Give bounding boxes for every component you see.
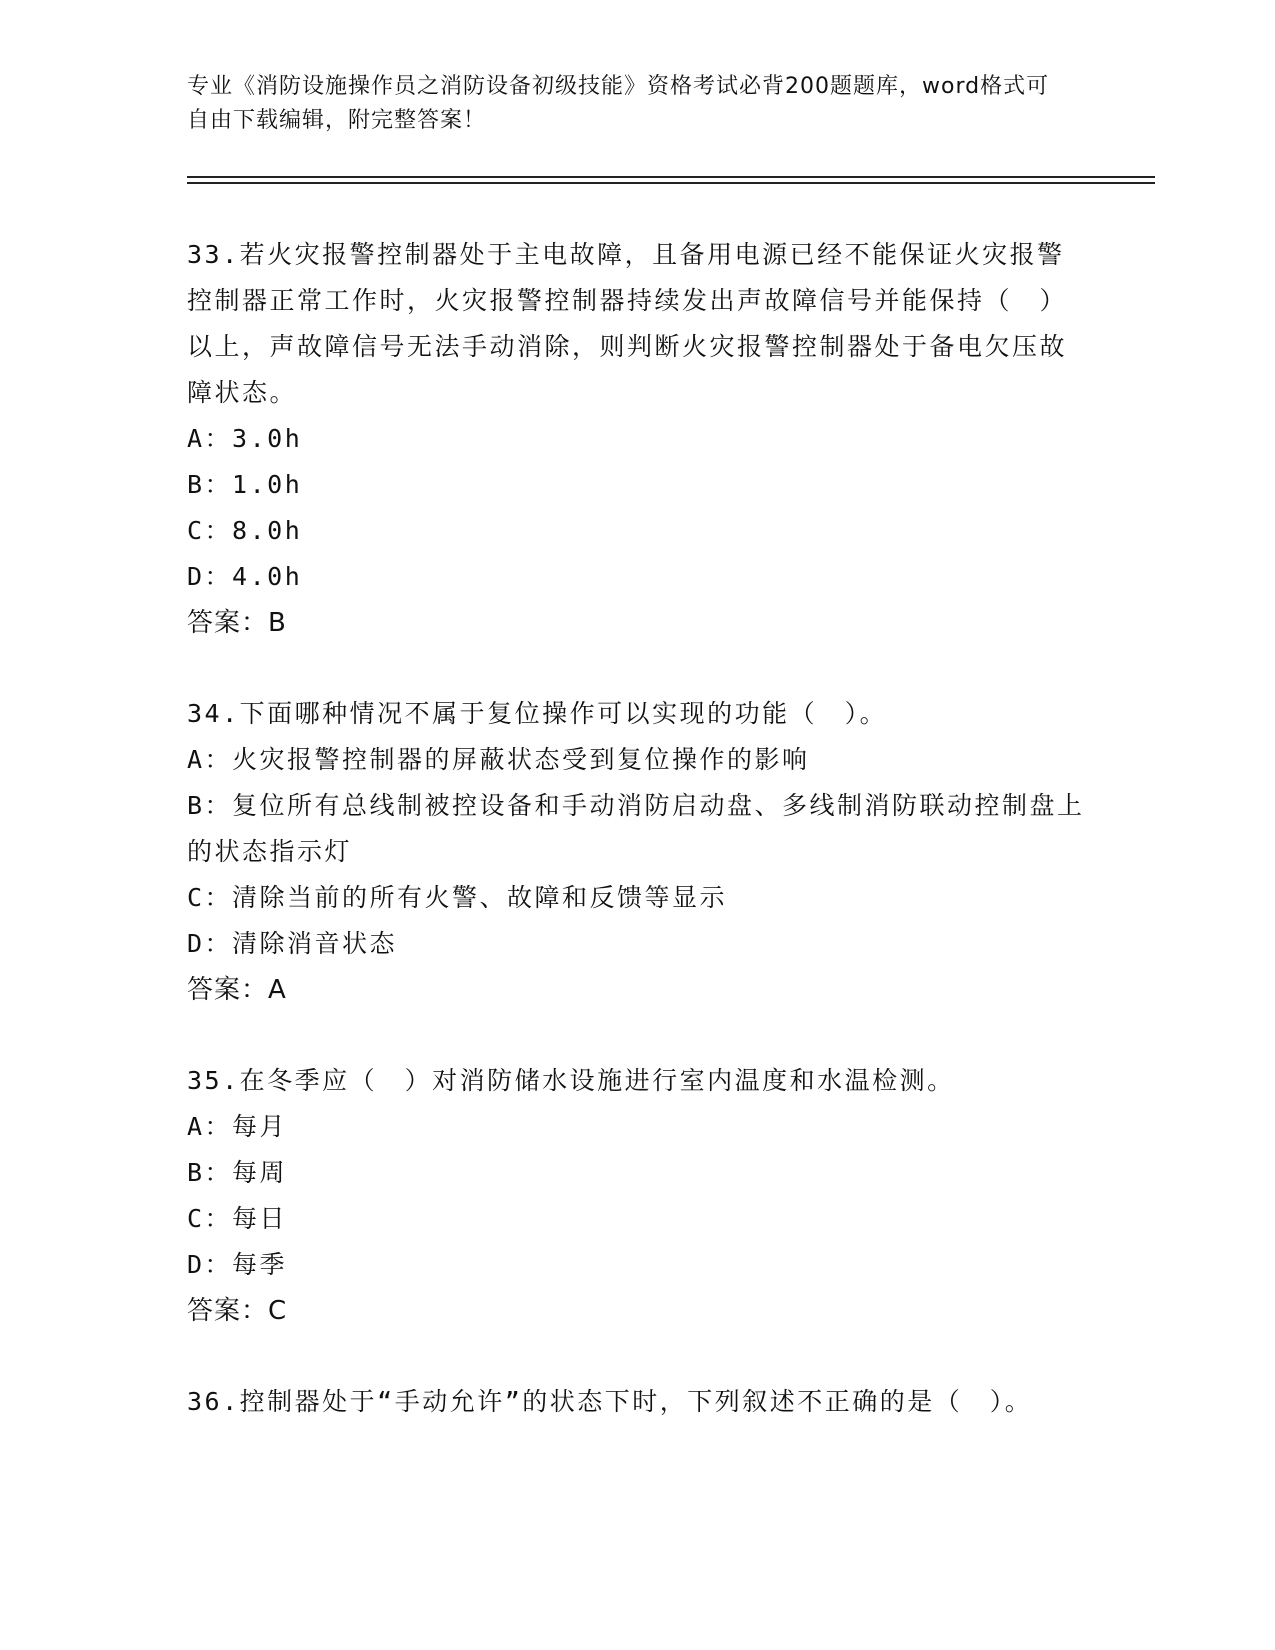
option-c: C：8.0h: [187, 516, 303, 545]
option-a: A：3.0h: [187, 424, 303, 453]
question-35: [187, 1058, 1087, 1334]
document-header: [187, 70, 1067, 138]
option-d: D：清除消音状态: [187, 929, 398, 958]
option-c: C：清除当前的所有火警、故障和反馈等显示: [187, 883, 728, 912]
option-c: C：每日: [187, 1204, 288, 1233]
option-a: A：每月: [187, 1112, 288, 1141]
question-stem: 34.下面哪种情况不属于复位操作可以实现的功能（ ）。: [187, 699, 888, 728]
answer-label: 答案：A: [187, 975, 287, 1005]
option-a: A：火灾报警控制器的屏蔽状态受到复位操作的影响: [187, 745, 810, 774]
question-stem: 33.若火灾报警控制器处于主电故障，且备用电源已经不能保证火灾报警控制器正常工作时，火灾报警控制器持续发出声故障信号并能保持（ ）以上，声故障信号无法手动消除，则判断火灾报警控制器处于备电欠压故障状态。: [187, 240, 1068, 407]
answer-label: 答案：B: [187, 608, 287, 638]
option-d: D：4.0h: [187, 562, 303, 591]
header-text: 专业《消防设施操作员之消防设备初级技能》资格考试必背200题题库，word格式可自由下载编辑，附完整答案！: [187, 74, 1050, 133]
question-stem: 35.在冬季应（ ）对消防储水设施进行室内温度和水温检测。: [187, 1066, 955, 1095]
option-b: B：复位所有总线制被控设备和手动消防启动盘、多线制消防联动控制盘上的状态指示灯: [187, 791, 1085, 866]
answer-label: 答案：C: [187, 1296, 288, 1326]
option-d: D：每季: [187, 1250, 288, 1279]
question-33: [187, 232, 1087, 646]
header-divider-bottom: [187, 182, 1155, 184]
question-list: [187, 232, 1087, 1470]
question-stem: 36.控制器处于“手动允许”的状态下时，下列叙述不正确的是（ ）。: [187, 1387, 1033, 1416]
question-34: [187, 691, 1087, 1013]
question-36: [187, 1379, 1087, 1425]
option-b: B：每周: [187, 1158, 288, 1187]
option-b: B：1.0h: [187, 470, 303, 499]
header-divider-top: [187, 176, 1155, 178]
